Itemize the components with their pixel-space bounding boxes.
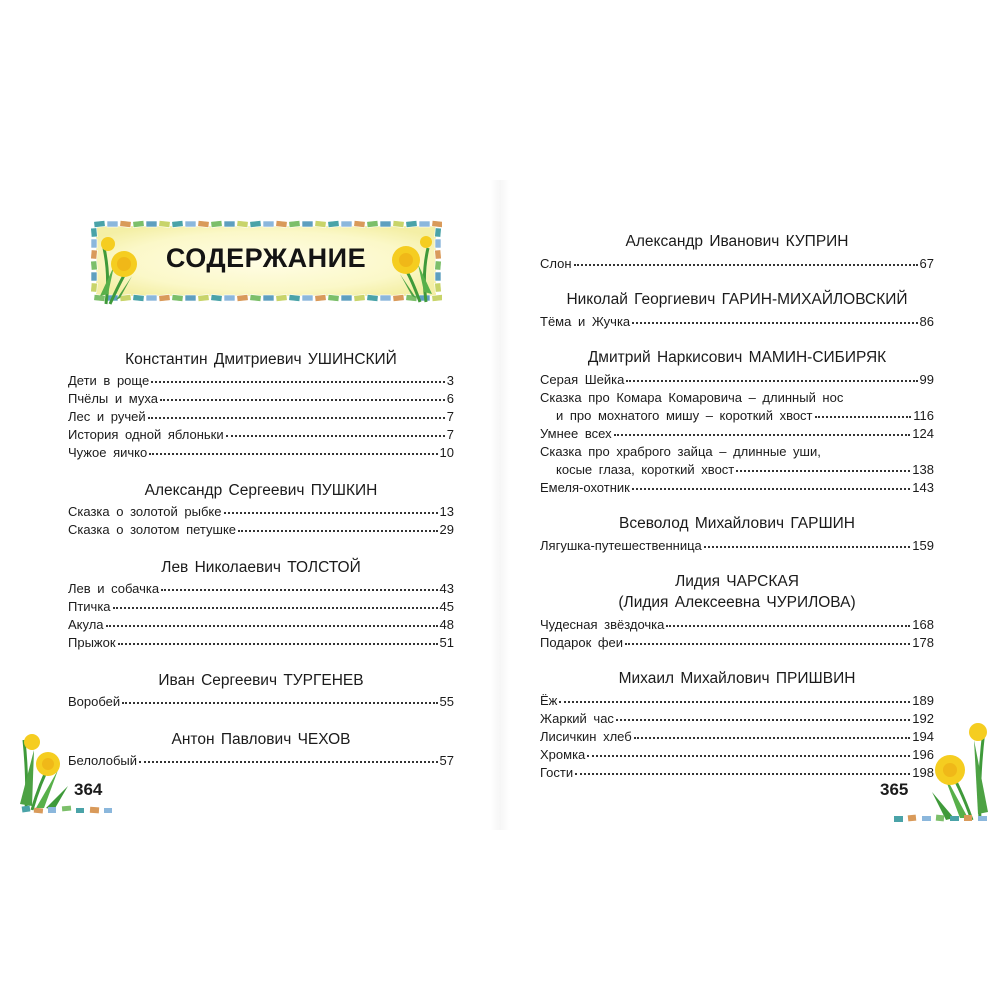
author-heading: Лидия ЧАРСКАЯ [675,573,799,590]
toc-entry[interactable] [540,256,934,272]
dot-leader [118,642,438,645]
toc-entry-page: 86 [919,314,934,329]
toc-entry[interactable] [68,753,454,769]
toc-entry-title: Воробей [68,694,121,709]
author-heading: Всеволод Михайлович ГАРШИН [618,515,855,532]
toc-entry-page: 10 [439,445,454,460]
toc-entry[interactable] [68,617,454,633]
toc-entry-page: 7 [446,427,454,442]
toc-entry[interactable] [540,314,934,330]
toc-entry-title: Ёж [540,693,558,708]
toc-entry-page: 196 [912,747,934,762]
dot-leader [148,416,445,419]
toc-entry-title-line1[interactable]: Сказка про храброго зайца – длинные уши, [540,444,821,459]
toc-entry-page: 192 [912,711,934,726]
book-gutter-shadow [490,180,510,830]
toc-entry[interactable] [540,765,934,781]
toc-entry-title: Дети в роще [68,373,150,388]
toc-entry-title: Белолобый [68,753,138,768]
toc-entry[interactable] [68,373,454,389]
toc-entry-title: История одной яблоньки [68,427,224,442]
toc-entry[interactable] [68,504,454,520]
toc-entry-page: 43 [439,581,454,596]
toc-entry-page: 55 [439,694,454,709]
toc-entry[interactable] [540,617,934,633]
author-heading: Михаил Михайлович ПРИШВИН [618,670,856,687]
toc-entry-page: 178 [912,635,934,650]
toc-entry-title: Сказка о золотом петушке [68,522,237,537]
toc-entry-page: 67 [919,256,934,271]
toc-entry-page: 143 [912,480,934,495]
toc-entry-title: Птичка [68,599,111,614]
toc-entry[interactable] [540,635,934,651]
author-heading: Иван Сергеевич ТУРГЕНЕВ [158,672,364,689]
toc-entry-title: Гости [540,765,574,780]
toc-entry[interactable] [540,538,934,554]
toc-entry-page: 138 [912,462,934,477]
left-page [68,0,454,1000]
toc-entry-title: Жаркий час [540,711,614,726]
toc-entry-title: Сказка о золотой рыбке [68,504,222,519]
toc-entry-page: 48 [439,617,454,632]
dot-leader [815,415,912,418]
toc-entry-title: Лягушка-путешественница [540,538,702,553]
toc-entry[interactable] [540,426,934,442]
toc-entry[interactable] [68,522,454,538]
toc-entry-title: и про мохнатого мишу – короткий хвост [556,408,813,423]
dot-leader [151,380,445,383]
toc-entry-page: 168 [912,617,934,632]
dot-leader [122,701,437,704]
right-page [540,0,934,1000]
dot-leader [616,718,910,721]
toc-entry[interactable] [540,408,934,424]
toc-entry-title: Акула [68,617,104,632]
toc-entry-title: Серая Шейка [540,372,625,387]
toc-entry[interactable] [540,480,934,496]
dot-leader [625,642,910,645]
toc-entry-page: 189 [912,693,934,708]
toc-entry-page: 51 [439,635,454,650]
dot-leader [224,511,438,514]
dot-leader [632,487,910,490]
toc-entry[interactable] [68,445,454,461]
toc-entry[interactable] [68,694,454,710]
toc-entry-title: Умнее всех [540,426,612,441]
toc-entry-page: 13 [439,504,454,519]
toc-entry[interactable] [540,693,934,709]
toc-entry-title: Тёма и Жучка [540,314,631,329]
author-heading: Дмитрий Наркисович МАМИН-СИБИРЯК [587,349,887,366]
toc-entry[interactable] [540,711,934,727]
toc-entry-page: 116 [913,408,934,423]
author-heading: Антон Павлович ЧЕХОВ [171,731,351,748]
toc-entry-title: Чужое яичко [68,445,148,460]
toc-entry-page: 124 [912,426,934,441]
toc-entry-page: 159 [912,538,934,553]
author-heading: Александр Сергеевич ПУШКИН [144,482,378,499]
toc-entry-title: Пчёлы и муха [68,391,158,406]
toc-entry[interactable] [68,599,454,615]
dot-leader [614,433,911,436]
toc-entry-page: 99 [919,372,934,387]
toc-entry-title-line1[interactable]: Сказка про Комара Комаровича – длинный нос [540,390,844,405]
toc-entry-title: Прыжок [68,635,116,650]
dot-leader [161,588,437,591]
toc-entry[interactable] [540,747,934,763]
toc-entry[interactable] [68,427,454,443]
right-page-number: 365 [880,780,909,799]
corner-dandelion-right-icon [880,700,990,825]
toc-entry[interactable] [540,372,934,388]
toc-entry[interactable] [68,391,454,407]
toc-entry-page: 3 [446,373,454,388]
author-heading: Константин Дмитриевич УШИНСКИЙ [125,351,397,368]
dot-leader [113,606,438,609]
toc-entry-title: косые глаза, короткий хвост [556,462,735,477]
toc-entry[interactable] [68,635,454,651]
dot-leader [632,321,917,324]
dot-leader [736,469,910,472]
dot-leader [149,452,437,455]
toc-entry-title: Слон [540,256,572,271]
toc-entry[interactable] [68,581,454,597]
toc-entry-page: 198 [912,765,934,780]
dot-leader [559,700,910,703]
dot-leader [666,624,910,627]
author-heading: Александр Иванович КУПРИН [625,233,849,250]
toc-entry-page: 6 [446,391,454,406]
left-page-number: 364 [74,780,103,799]
toc-entry[interactable] [540,462,934,478]
contents-title: СОДЕРЖАНИЕ [165,242,367,273]
author-heading-line2: (Лидия Алексеевна ЧУРИЛОВА) [618,594,856,611]
toc-entry-title: Лес и ручей [68,409,146,424]
toc-entry[interactable] [68,409,454,425]
dot-leader [139,760,438,763]
dot-leader [238,529,438,532]
toc-entry-page: 45 [439,599,454,614]
toc-entry-title: Лисичкин хлеб [540,729,632,744]
dot-leader [574,263,918,266]
toc-entry-title: Чудесная звёздочка [540,617,665,632]
toc-entry-page: 57 [439,753,454,768]
author-heading: Лев Николаевич ТОЛСТОЙ [161,559,361,576]
dot-leader [106,624,438,627]
author-heading: Николай Георгиевич ГАРИН-МИХАЙЛОВСКИЙ [566,291,908,308]
dot-leader [634,736,911,739]
toc-entry-title: Емеля-охотник [540,480,630,495]
dot-leader [575,772,910,775]
dot-leader [160,398,445,401]
toc-entry-title: Подарок феи [540,635,624,650]
toc-entry-title: Лев и собачка [68,581,160,596]
dot-leader [587,754,910,757]
toc-entry-page: 29 [439,522,454,537]
toc-entry-title: Хромка [540,747,586,762]
dot-leader [704,545,911,548]
toc-entry-page: 7 [446,409,454,424]
toc-entry-page: 194 [912,729,934,744]
dot-leader [626,379,917,382]
dot-leader [226,434,445,437]
corner-dandelion-left-icon [18,720,118,815]
toc-entry[interactable] [540,729,934,745]
